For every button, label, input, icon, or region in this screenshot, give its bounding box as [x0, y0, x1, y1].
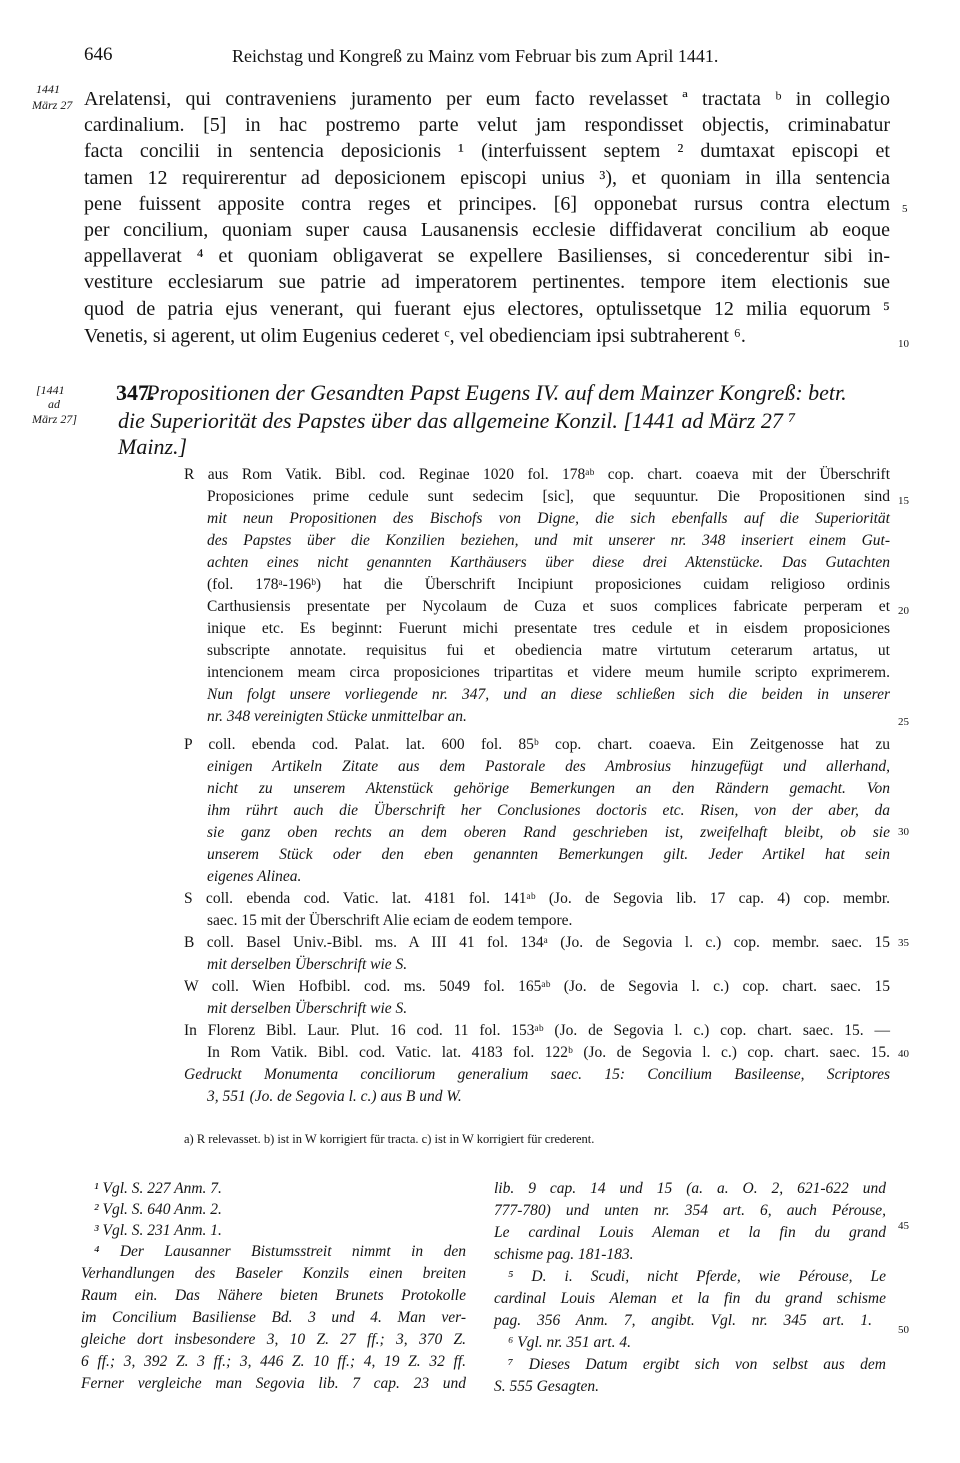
text-line: quod de patria ejus venerant, qui fuerant ejus electores, optulissetque 12 milia equorum ⁵: [84, 298, 890, 320]
text-line: tamen 12 requirerentur ad deposicionem episcopi unius ³), et quoniam in illa sentencia: [84, 167, 890, 189]
footnote-line: ⁶ Vgl. nr. 351 art. 4.: [508, 1334, 631, 1351]
critical-variants: a) R relevasset. b) ist in W korrigiert für tracta. c) ist in W korrigiert für crederent.: [184, 1132, 595, 1146]
source-line: R aus Rom Vatik. Bibl. cod. Reginae 1020 fol. 178ᵃᵇ cop. chart. coaeva mit der Überschrift: [184, 466, 890, 483]
line-number: 5: [902, 203, 908, 215]
source-line: unserem Stück oder den eben genannten Bemerkungen gilt. Jeder Artikel hat sein: [207, 846, 890, 863]
footnote-line: lib. 9 cap. 14 und 15 (a. a. O. 2, 621-622 und: [494, 1180, 886, 1197]
source-line: 3, 551 (Jo. de Segovia l. c.) aus B und W.: [207, 1088, 462, 1105]
section-title-line: die Superiorität des Papstes über das allgemeine Konzil. [1441 ad März 27 ⁷: [118, 408, 797, 433]
text-line: vestiture ecclesiarum sue patrie ad imperatorem pertinentes. tempore item electionis sue: [84, 271, 890, 293]
source-line: nr. 348 vereinigten Stücke unmittelbar an.: [207, 708, 467, 725]
source-line: intencionem meam circa proposiciones tripartitas et videre meum humile scripto exprimerem.: [207, 664, 890, 681]
footnote-line: S. 555 Gesagten.: [494, 1378, 600, 1395]
source-line: P coll. ebenda cod. Palat. lat. 600 fol. 85ᵇ cop. chart. coaeva. Ein Zeitgenosse hat zu: [184, 736, 890, 753]
source-line: B coll. Basel Univ.-Bibl. ms. A III 41 fol. 134ᵃ (Jo. de Segovia l. c.) cop. membr. saec. 15: [184, 934, 890, 951]
section-title-line: Mainz.]: [118, 434, 188, 459]
source-line: Carthusiensis presentate per Nycolaum de Cuza et suos complices fabricate perperam et: [207, 598, 890, 615]
footnote-line: 6 ff.; 3, 392 Z. 3 ff.; 3, 446 Z. 10 ff.; 4, 19 Z. 32 ff.: [81, 1353, 466, 1370]
source-line: einigen Artikeln Zitate aus dem Pastorale des Ambrosius hinzugefügt und allerhand,: [207, 758, 890, 775]
text-line: cardinalium. [5] in hac postremo parte velut jam respondisset objectis, criminabatur: [84, 114, 890, 136]
footnote-line: Ferner vergleiche man Segovia lib. 7 cap. 23 und: [81, 1375, 466, 1392]
line-number: 45: [898, 1220, 909, 1232]
footnote-line: Le cardinal Louis Aleman et la fin du grand: [494, 1224, 886, 1241]
source-line: (fol. 178ᵃ-196ᵇ) hat die Überschrift Incipiunt proposiciones cuidam religioso ordinis: [207, 576, 890, 593]
page-number: 646: [84, 44, 113, 65]
source-line: Nun folgt unsere vorliegende nr. 347, und an diese schließen sich die beiden in unserer: [207, 686, 890, 703]
source-line: W coll. Wien Hofbibl. cod. ms. 5049 fol. 165ᵃᵇ (Jo. de Segovia l. c.) cop. chart. saec. 15: [184, 978, 890, 995]
source-line: nicht zu unserem Aktenstück gehörige Bemerkungen an den Rändern gemacht. Von: [207, 780, 890, 797]
text-line: per concilium, quoniam super causa Lausanensis ecclesie diffidaverat concilium ab eoque: [84, 219, 890, 241]
footnote-line: 777-780) und unten nr. 354 art. 6, auch Pérouse,: [494, 1202, 886, 1219]
footnote-line: im Concilium Basiliense Bd. 3 und 4. Man ver-: [81, 1309, 466, 1326]
line-number: 40: [898, 1048, 909, 1060]
line-number: 35: [898, 937, 909, 949]
footnote-line: ¹ Vgl. S. 227 Anm. 7.: [94, 1180, 222, 1197]
source-line: inique etc. Es beginnt: Fuerunt michi presentate tres cedule et in eisdem proposiciones: [207, 620, 890, 637]
margin-date-title-ad: ad: [48, 397, 60, 411]
footnote-line: gleiche dort insbesondere 3, 10 Z. 27 ff.; 3, 370 Z.: [81, 1331, 466, 1348]
margin-date-title-year: [1441: [36, 383, 65, 397]
footnote-line: ⁴ Der Lausanner Bistumsstreit nimmt in den: [94, 1243, 466, 1260]
line-number: 50: [898, 1324, 909, 1336]
text-line: Arelatensi, qui contraveniens juramento per eum facto revelasset ª tractata ᵇ in collegio: [84, 88, 890, 110]
source-line: mit neun Propositionen des Bischofs von Digne, die sich ebenfalls auf die Superiorität: [207, 510, 890, 527]
line-number: 30: [898, 826, 909, 838]
line-number: 10: [898, 338, 909, 350]
text-line: appellaverat ⁴ et quoniam obligaverat se expellere Basilienses, si concederentur sibi in-: [84, 245, 890, 267]
text-line: facta concilii in sentencia deposicionis ¹ (interfuissent septem ² dumtaxat episcopi et: [84, 140, 890, 162]
source-line: In Rom Vatik. Bibl. cod. Vatic. lat. 4183 fol. 122ᵇ (Jo. de Segovia l. c.) cop. chart. saec. 15.: [207, 1044, 890, 1061]
source-line: saec. 15 mit der Überschrift Alie eciam de eodem tempore.: [207, 912, 573, 929]
source-line: achten eines nicht genannten Karthäusers über diese drei Aktenstücke. Das Gutachten: [207, 554, 890, 571]
source-line: ihm rührt auch die Überschrift her Conclusiones doctoris etc. Risen, von der aber, da: [207, 802, 890, 819]
text-line: pene fuissent apposite contra reges et principes. [6] opponebat rursus contra electum: [84, 193, 890, 215]
source-line: des Papstes über die Konzilien beziehen, und mit unserer nr. 348 inseriert einem Gut-: [207, 532, 890, 549]
margin-date-year: 1441: [36, 82, 60, 96]
source-line: mit derselben Überschrift wie S.: [207, 956, 408, 973]
section-number: 347.: [116, 380, 155, 405]
margin-date-day: März 27: [32, 98, 73, 112]
footnote-line: pag. 356 Anm. 7, angibt. Vgl. nr. 345 art. 1.: [494, 1312, 872, 1329]
source-line: sie ganz oben rechts an dem oberen Rand geschrieben ist, zweifelhaft bleibt, ob sie: [207, 824, 890, 841]
footnote-line: ⁷ Dieses Datum ergibt sich von selbst aus dem: [508, 1356, 886, 1373]
running-title: Reichstag und Kongreß zu Mainz vom Februar bis zum April 1441.: [232, 46, 719, 66]
source-line: S coll. ebenda cod. Vatic. lat. 4181 fol. 141ᵃᵇ (Jo. de Segovia lib. 17 cap. 4) cop. membr.: [184, 890, 890, 907]
source-line: mit derselben Überschrift wie S.: [207, 1000, 408, 1017]
footnote-line: schisme pag. 181-183.: [494, 1246, 634, 1263]
line-number: 20: [898, 605, 909, 617]
source-line: Proposiciones prime cedule sunt sedecim [sic], que sequuntur. Die Propositionen sind: [207, 488, 890, 505]
source-line: eigenes Alinea.: [207, 868, 302, 885]
text-line: Venetis, si agerent, ut olim Eugenius cederet ᶜ, vel obedienciam ipsi subtraherent ⁶.: [84, 325, 746, 347]
footnote-line: cardinal Louis Aleman et la fin du grand schisme: [494, 1290, 886, 1307]
margin-date-title-day: März 27]: [32, 412, 78, 426]
footnote-line: ³ Vgl. S. 231 Anm. 1.: [94, 1222, 222, 1239]
section-title-line: Propositionen der Gesandten Papst Eugens IV. auf dem Mainzer Kongreß: betr.: [146, 380, 847, 405]
footnote-line: ⁵ D. i. Scudi, nicht Pferde, wie Pérouse, Le: [508, 1268, 886, 1285]
source-line: Gedruckt Monumenta conciliorum generalium saec. 15: Concilium Basileense, Scriptores: [184, 1066, 890, 1083]
source-line: subscripte annotate. requisitus fui et obediencia matre virtutum ceterarum artatus, ut: [207, 642, 890, 659]
line-number: 15: [898, 495, 909, 507]
footnote-line: Verhandlungen des Baseler Konzils einen breiten: [81, 1265, 466, 1282]
footnote-line: Raum ein. Das Nähere bieten Brunets Protokolle: [81, 1287, 466, 1304]
footnote-line: ² Vgl. S. 640 Anm. 2.: [94, 1201, 222, 1218]
line-number: 25: [898, 716, 909, 728]
source-line: In Florenz Bibl. Laur. Plut. 16 cod. 11 fol. 153ᵃᵇ (Jo. de Segovia l. c.) cop. chart. saec. 15. —: [184, 1022, 890, 1039]
